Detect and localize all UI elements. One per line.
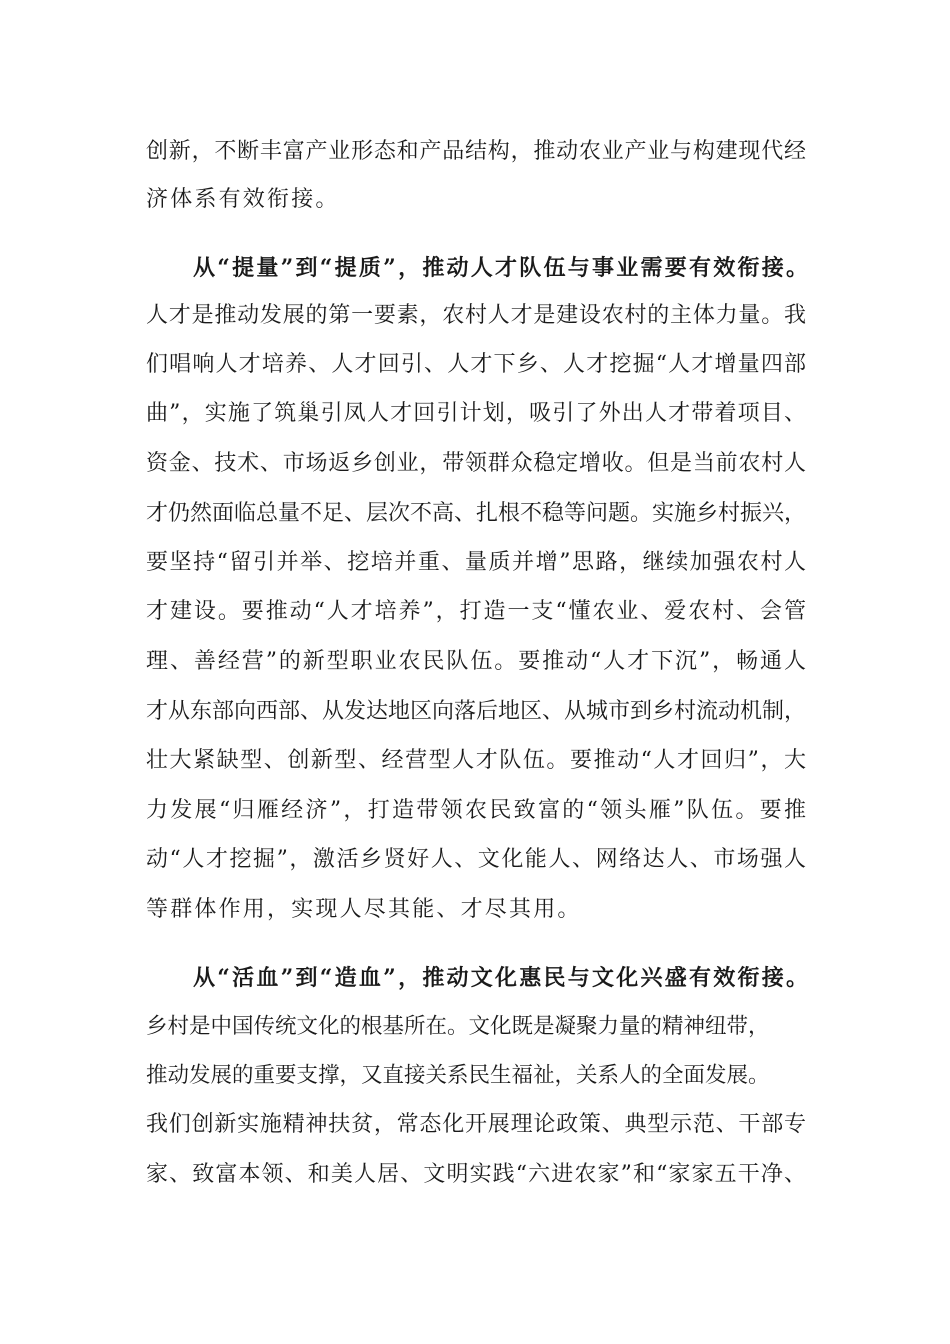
paragraph-line: 等群体作用，实现人尽其能、才尽其用。	[146, 897, 582, 922]
paragraph-line: 创新，不断丰富产业形态和产品结构，推动农业产业与构建现代经	[146, 139, 806, 164]
paragraph-line: 我们创新实施精神扶贫，常态化开展理论政策、典型示范、干部专	[146, 1112, 806, 1137]
paragraph-line: 壮大紧缺型、创新型、经营型人才队伍。要推动“人才回归”，大	[146, 748, 806, 773]
paragraph-line: 济体系有效衔接。	[146, 187, 340, 212]
paragraph-line: 动“人才挖掘”，激活乡贤好人、文化能人、网络达人、市场强人	[146, 847, 806, 872]
paragraph-line: 才仍然面临总量不足、层次不高、扎根不稳等问题。实施乡村振兴，	[146, 501, 807, 526]
paragraph-line: 要坚持“留引并举、挖培并重、量质并增”思路，继续加强农村人	[146, 550, 806, 575]
paragraph-line: 资金、技术、市场返乡创业，带领群众稳定增收。但是当前农村人	[146, 451, 806, 476]
paragraph-line: 家、致富本领、和美人居、文明实践“六进农家”和“家家五干净、	[146, 1162, 806, 1187]
section-heading: 从“提量”到“提质”，推动人才队伍与事业需要有效衔接。	[193, 255, 808, 281]
paragraph-line: 推动发展的重要支撑，又直接关系民生福祉，关系人的全面发展。	[146, 1063, 770, 1088]
paragraph-line: 理、善经营”的新型职业农民队伍。要推动“人才下沉”，畅通人	[146, 649, 806, 674]
paragraph-line: 曲”，实施了筑巢引凤人才回引计划，吸引了外出人才带着项目、	[146, 401, 806, 426]
paragraph-line: 力发展“归雁经济”，打造带领农民致富的“领头雁”队伍。要推	[146, 798, 806, 823]
paragraph-line: 才建设。要推动“人才培养”，打造一支“懂农业、爱农村、会管	[146, 599, 806, 624]
section-heading: 从“活血”到“造血”，推动文化惠民与文化兴盛有效衔接。	[193, 965, 808, 991]
paragraph-line: 才从东部向西部、从发达地区向落后地区、从城市到乡村流动机制，	[146, 699, 807, 724]
paragraph-line: 乡村是中国传统文化的根基所在。文化既是凝聚力量的精神纽带，	[146, 1014, 770, 1039]
paragraph-line: 人才是推动发展的第一要素，农村人才是建设农村的主体力量。我	[146, 303, 806, 328]
paragraph-line: 们唱响人才培养、人才回引、人才下乡、人才挖掘“人才增量四部	[146, 352, 806, 377]
